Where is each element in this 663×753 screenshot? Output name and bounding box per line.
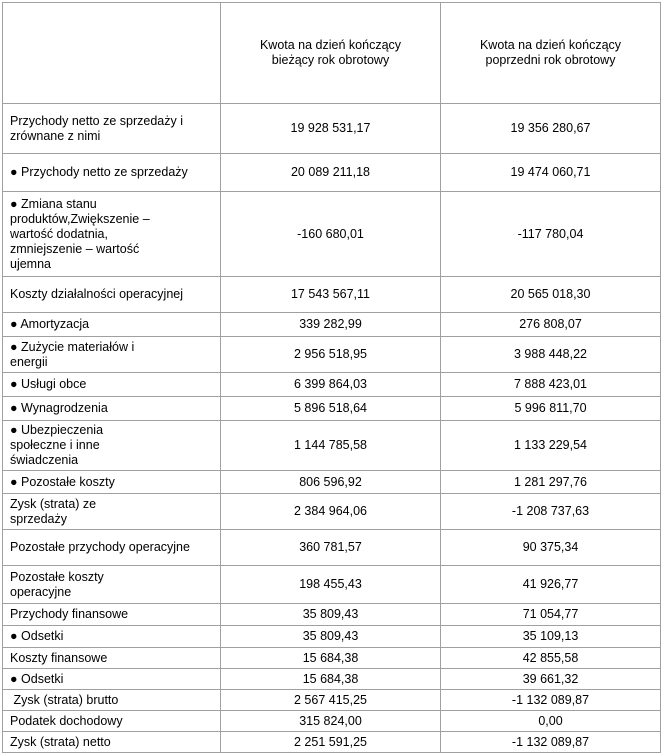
row-label: Zysk (strata) netto xyxy=(3,732,221,753)
current-value: 19 928 531,17 xyxy=(221,104,441,154)
table-row xyxy=(3,711,661,732)
table-row xyxy=(3,732,661,753)
financial-statement-table xyxy=(2,2,661,753)
previous-value: 5 996 811,70 xyxy=(441,397,661,421)
row-label: Podatek dochodowy xyxy=(3,711,221,732)
current-value: 15 684,38 xyxy=(221,648,441,669)
previous-value: 71 054,77 xyxy=(441,604,661,626)
table-row xyxy=(3,421,661,471)
previous-value: 35 109,13 xyxy=(441,626,661,648)
table-row xyxy=(3,397,661,421)
table-row xyxy=(3,566,661,604)
previous-value: 42 855,58 xyxy=(441,648,661,669)
row-label: ● Wynagrodzenia xyxy=(3,397,221,421)
row-label: ● Zmiana stanu produktów,Zwiększenie – wartość dodatnia, zmniejszenie – wartość ujemna xyxy=(3,192,221,277)
previous-value: 1 281 297,76 xyxy=(441,471,661,494)
previous-value: -117 780,04 xyxy=(441,192,661,277)
previous-value: 90 375,34 xyxy=(441,530,661,566)
row-label: Pozostałe przychody operacyjne xyxy=(3,530,221,566)
current-value: -160 680,01 xyxy=(221,192,441,277)
current-value: 806 596,92 xyxy=(221,471,441,494)
row-label: ● Ubezpieczenia społeczne i inne świadczenia xyxy=(3,421,221,471)
previous-value: 19 356 280,67 xyxy=(441,104,661,154)
current-value: 2 384 964,06 xyxy=(221,494,441,530)
table-row xyxy=(3,277,661,313)
current-value: 360 781,57 xyxy=(221,530,441,566)
current-value: 198 455,43 xyxy=(221,566,441,604)
previous-value: 0,00 xyxy=(441,711,661,732)
table-row xyxy=(3,494,661,530)
current-value: 6 399 864,03 xyxy=(221,373,441,397)
previous-value: 1 133 229,54 xyxy=(441,421,661,471)
current-value: 35 809,43 xyxy=(221,604,441,626)
row-label: Przychody netto ze sprzedaży i zrównane z nimi xyxy=(3,104,221,154)
table-row xyxy=(3,669,661,690)
previous-value: 41 926,77 xyxy=(441,566,661,604)
header-current-year-label: Kwota na dzień kończący bieżący rok obrotowy xyxy=(259,38,402,67)
row-label: ● Usługi obce xyxy=(3,373,221,397)
table-row xyxy=(3,626,661,648)
header-current-year xyxy=(221,3,441,104)
current-value: 17 543 567,11 xyxy=(221,277,441,313)
table-row xyxy=(3,690,661,711)
previous-value: 7 888 423,01 xyxy=(441,373,661,397)
row-label: ● Amortyzacja xyxy=(3,313,221,337)
header-previous-year-label: Kwota na dzień kończący poprzedni rok obrotowy xyxy=(479,38,622,67)
previous-value: -1 132 089,87 xyxy=(441,732,661,753)
header-corner-cell xyxy=(3,3,221,104)
previous-value: 19 474 060,71 xyxy=(441,154,661,192)
row-label: ● Odsetki xyxy=(3,669,221,690)
current-value: 1 144 785,58 xyxy=(221,421,441,471)
previous-value: 39 661,32 xyxy=(441,669,661,690)
current-value: 15 684,38 xyxy=(221,669,441,690)
row-label: ● Zużycie materiałów i energii xyxy=(3,337,221,373)
row-label: Pozostałe koszty operacyjne xyxy=(3,566,221,604)
current-value: 5 896 518,64 xyxy=(221,397,441,421)
table-row xyxy=(3,471,661,494)
table-row xyxy=(3,337,661,373)
row-label: ● Odsetki xyxy=(3,626,221,648)
row-label: ● Przychody netto ze sprzedaży xyxy=(3,154,221,192)
previous-value: -1 132 089,87 xyxy=(441,690,661,711)
table-row xyxy=(3,104,661,154)
previous-value: 20 565 018,30 xyxy=(441,277,661,313)
current-value: 339 282,99 xyxy=(221,313,441,337)
current-value: 20 089 211,18 xyxy=(221,154,441,192)
table-row xyxy=(3,313,661,337)
header-row xyxy=(3,3,661,104)
previous-value: 3 988 448,22 xyxy=(441,337,661,373)
table-row xyxy=(3,604,661,626)
previous-value: -1 208 737,63 xyxy=(441,494,661,530)
header-previous-year xyxy=(441,3,661,104)
current-value: 315 824,00 xyxy=(221,711,441,732)
table-row xyxy=(3,530,661,566)
table-row xyxy=(3,192,661,277)
current-value: 35 809,43 xyxy=(221,626,441,648)
current-value: 2 567 415,25 xyxy=(221,690,441,711)
table-row xyxy=(3,373,661,397)
table-row xyxy=(3,154,661,192)
current-value: 2 956 518,95 xyxy=(221,337,441,373)
current-value: 2 251 591,25 xyxy=(221,732,441,753)
row-label: Koszty działalności operacyjnej xyxy=(3,277,221,313)
row-label: Zysk (strata) brutto xyxy=(3,690,221,711)
row-label: Przychody finansowe xyxy=(3,604,221,626)
table-row xyxy=(3,648,661,669)
row-label: Zysk (strata) ze sprzedaży xyxy=(3,494,221,530)
row-label: Koszty finansowe xyxy=(3,648,221,669)
previous-value: 276 808,07 xyxy=(441,313,661,337)
row-label: ● Pozostałe koszty xyxy=(3,471,221,494)
